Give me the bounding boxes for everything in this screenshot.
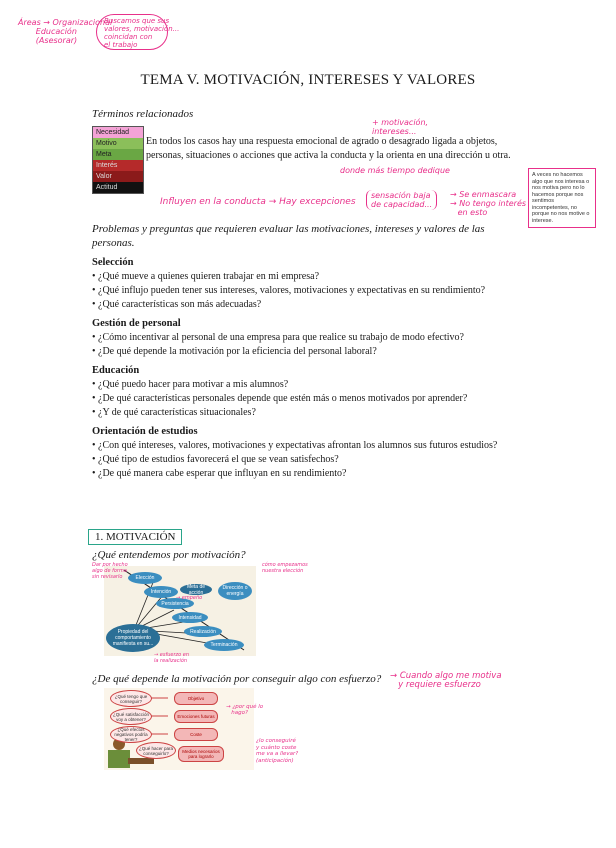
side-note-box: A veces no hacemos algo que nos interesa o nos motiva pero no lo hacemos porque nos sentimos incompetentes, no porque no nos motive o interese. [528,168,596,228]
note-time-dedication: donde más tiempo dedique [340,166,450,175]
pill-coste: Coste [174,728,218,741]
question-item: • ¿De qué depende la motivación por la eficiencia del personal laboral? [92,346,377,357]
question-item: • ¿De qué características personales depende que estén más o menos motivados por aprender? [92,393,468,404]
legend-row-interés: Interés [93,160,143,171]
node-intensidad: Intensidad [172,612,208,623]
legend-row-actitud: Actitud [93,182,143,193]
question-2-note: → Cuando algo me motiva y requiere esfuerzo [390,671,502,690]
diagram-1-note-right: cómo empezamos nuestra elección [262,562,308,574]
note-influence-conduct: Influyen en la conducta → Hay excepciones [160,197,356,207]
diagram-1-note-left: Dar por hecho algo de forma sin revisarlo [92,562,128,580]
section-heading: Educación [92,365,140,376]
question-item: • ¿Qué características son más adecuadas? [92,299,262,310]
legend-row-necesidad: Necesidad [93,127,143,138]
motivation-question-1: ¿Qué entendemos por motivación? [92,549,246,561]
node-propiedad: Propiedad del comportamiento manifiesta en su... [106,624,160,652]
oval-what-to-do: ¿Qué hacer para conseguirlo? [136,742,176,759]
section-heading: Selección [92,257,134,268]
question-item: • ¿Con qué intereses, valores, motivaciones y expectativas afrontan los alumnos sus futuros estudios? [92,440,498,451]
node-realizacion: Realización [184,626,222,637]
page-title: TEMA V. MOTIVACIÓN, INTERESES Y VALORES [140,72,476,88]
handwritten-values-note: Buscamos que sus valores, motivación... coincidan con el trabajo [104,17,180,49]
oval-negative-effects: ¿Qué efectos negativos podría tener? [110,726,152,743]
node-meta-accion: Meta de acción [180,584,212,595]
terms-legend [92,126,144,194]
pill-medios: Medios necesarios para lograrlo [178,746,224,762]
node-eleccion: Elección [128,572,162,584]
legend-row-motivo: Motivo [93,138,143,149]
node-direccion: Dirección o energía [218,582,252,600]
question-item: • ¿Qué puedo hacer para motivar a mis alumnos? [92,379,289,390]
pill-objetivo: Objetivo [174,692,218,705]
note-motivation-interests: + motivación, intereses... [372,118,429,136]
question-item: • ¿Cómo incentivar al personal de una empresa para que realice su trabajo de modo efectivo? [92,332,464,343]
motivation-diagram-2 [104,688,254,770]
oval-satisfaction: ¿Qué satisfacción voy a obtener? [110,708,152,725]
section-heading: Gestión de personal [92,318,181,329]
diagram-1-note-bottom: → esfuerzo en la realización [154,652,190,664]
pill-emociones: Emociones futuras [174,710,218,723]
question-item: • ¿Qué tipo de estudios favorecerá el que se vean satisfechos? [92,454,339,465]
legend-row-meta: Meta [93,149,143,160]
question-item: • ¿Y de qué características situacionales? [92,407,256,418]
diagram-2-note-bottom: ¿lo conseguiré y cuánto coste me va a llevar? (anticipación) [256,738,299,764]
node-terminacion: Terminación [204,639,244,651]
handwritten-areas-note: Áreas → Organizacional Educación (Asesorar) [18,18,113,45]
terms-heading: Términos relacionados [92,108,194,120]
motivation-question-2: ¿De qué depende la motivación por conseguir algo con esfuerzo? [92,673,382,685]
question-sections [92,256,522,481]
note-masked: → Se enmascara → No tengo interés en esto [450,190,527,217]
oval-what-to-achieve: ¿Qué tengo que conseguir? [110,690,152,707]
legend-row-valor: Valor [93,171,143,182]
problems-intro: Problemas y preguntas que requieren evaluar las motivaciones, intereses y valores de las personas. [92,223,485,249]
question-item: • ¿De qué manera cabe esperar que influyan en su rendimiento? [92,468,347,479]
section-heading: Orientación de estudios [92,426,198,437]
node-intencion: Intención [144,586,178,598]
terms-paragraph: En todos los casos hay una respuesta emocional de agrado o desagrado ligada a objetos, personas, situaciones o acciones que activa la conducta y la orienta en una dirección u otra. [146,136,511,161]
motivation-section-box: 1. MOTIVACIÓN [88,529,182,545]
diagram-2-note-top: → ¿por qué lo hago? [226,704,264,716]
question-item: • ¿Qué mueve a quienes quieren trabajar en mi empresa? [92,271,320,282]
diagram-1-note-mid: → empeño [176,595,203,601]
node-persistencia: Persistencia [156,598,194,609]
note-low-capacity: sensación baja de capacidad... [366,190,437,210]
question-item: • ¿Qué influjo pueden tener sus intereses, valores, motivaciones y expectativas en su rendimiento? [92,285,486,296]
